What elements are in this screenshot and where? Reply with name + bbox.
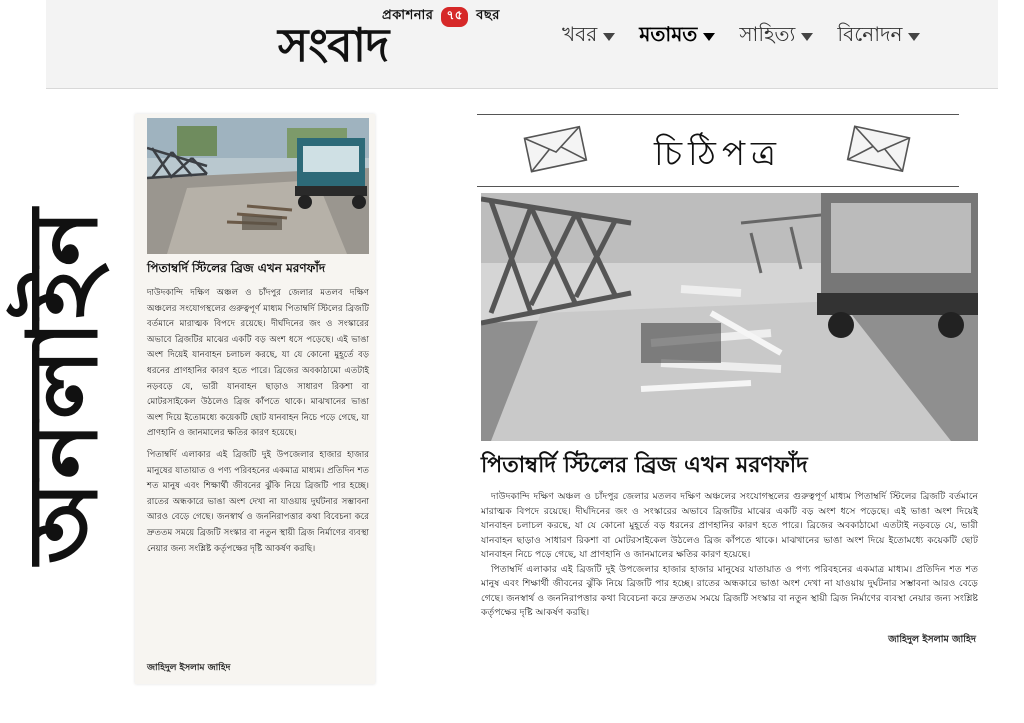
- nav-item-khobor[interactable]: [562, 20, 615, 53]
- clipping-body: [147, 286, 369, 563]
- chevron-down-icon: [603, 33, 615, 41]
- nav-item-motamot[interactable]: [639, 20, 715, 53]
- article-paragraph: পিতাম্বর্দি এলাকার এই ব্রিজটি দুই উপজেলার হাজার হাজার মানুষের যাতায়াত ও পণ্য পরিবহনের একমাত্র মাধ্যম। প্রতিদিন শত শত মানুষ এবং শিক্ষার্থী জীবনের ঝুঁকি নিয়ে ব্রিজটি পার হচ্ছে। রাতের অন্ধকারে ভাঙা অংশ দেখা না যাওয়ায় দুর্ঘটনার সম্ভাবনা আরও বেড়ে গেছে। জনস্বার্থ ও জননিরাপত্তার কথা বিবেচনা করে দ্রুততম সময়ে ব্রিজটি সংস্কার বা নতুন স্থায়ী ব্রিজ নির্মাণের ব্যবস্থা নেয়ার জন্য সংশ্লিষ্ট কর্তৃপক্ষের দৃষ্টি আকর্ষণ করছি।: [481, 563, 978, 618]
- article-headline: পিতাম্বর্দি স্টিলের ব্রিজ এখন মরণফাঁদ: [481, 453, 808, 478]
- nav-item-label: বিনোদন: [837, 22, 903, 46]
- section-header-chithipotro: [477, 114, 959, 184]
- clipping-paragraph: দাউদকান্দি দক্ষিণ অঞ্চল ও চাঁদপুর জেলার মতলব দক্ষিণ অঞ্চলের সংযোগস্থলের গুরুত্বপূর্ণ মাধ্যম পিতাম্বর্দি স্টিলের ব্রিজটি বর্তমানে মারাত্মক বিপদে রয়েছে। দীর্ঘদিনের জং ও সংস্কারের অভাবে ব্রিজটির মাঝের একটি বড় অংশ ধসে পড়েছে। এই ভাঙা অংশ দিয়েই যানবাহন চলাচল করছে, যা যে কোনো মুহূর্তে বড় ধরনের প্রাণহানির কারণ হতে পারে। ব্রিজের অবকাঠামো এতটাই নড়বড়ে যে, ভারী যানবাহন ছাড়াও সাধারণ রিকশা বা মোটরসাইকেল উঠলেও ব্রিজ কাঁপতে থাকে। মাঝখানের ভাঙা অংশ দিয়ে ইতোমধ্যে কয়েকটি ছোট যানবাহন নিচে পড়ে গেছে, যা প্রাণহানি ও জানমালের ক্ষতির কারণ হয়েছে।: [147, 288, 369, 439]
- chevron-down-icon: [801, 33, 813, 41]
- nav-item-label: সাহিত্য: [739, 22, 796, 46]
- site-logo[interactable]: সংবাদ: [278, 18, 389, 72]
- logo-tagline: প্রকাশনার ৭৫ বছর: [382, 6, 500, 27]
- online-clipping: [135, 114, 375, 684]
- article-body: [481, 490, 978, 621]
- side-title-text: অনলাইন: [7, 206, 120, 564]
- bridge-photo-large: [481, 193, 978, 441]
- nav-item-label: মতামত: [639, 22, 698, 46]
- clipping-paragraph: পিতাম্বর্দি এলাকার এই ব্রিজটি দুই উপজেলার হাজার হাজার মানুষের যাতায়াত ও পণ্য পরিবহনের একমাত্র মাধ্যম। প্রতিদিন শত শত মানুষ এবং শিক্ষার্থী জীবনের ঝুঁকি নিয়ে ব্রিজটি পার হচ্ছে। রাতের অন্ধকারে ভাঙা অংশ দেখা না যাওয়ায় দুর্ঘটনার সম্ভাবনা আরও বেড়ে গেছে। জনস্বার্থ ও জননিরাপত্তার কথা বিবেচনা করে দ্রুততম সময়ে ব্রিজটি সংস্কার বা নতুন স্থায়ী ব্রিজ নির্মাণের ব্যবস্থা নেয়ার জন্য সংশ্লিষ্ট কর্তৃপক্ষের দৃষ্টি আকর্ষণ করছি।: [147, 449, 369, 554]
- nav-item-sahitya[interactable]: [739, 20, 813, 53]
- nav-item-binodon[interactable]: [837, 20, 920, 53]
- clipping-headline: পিতাম্বর্দি স্টিলের ব্রিজ এখন মরণফাঁদ: [147, 261, 326, 275]
- clipping-author: জাহিদুল ইসলাম জাহিদ: [147, 663, 231, 673]
- article-paragraph: দাউদকান্দি দক্ষিণ অঞ্চল ও চাঁদপুর জেলার মতলব দক্ষিণ অঞ্চলের সংযোগস্থলের গুরুত্বপূর্ণ মাধ্যম পিতাম্বর্দি স্টিলের ব্রিজটি বর্তমানে মারাত্মক বিপদে রয়েছে। দীর্ঘদিনের জং ও সংস্কারের অভাবে ব্রিজটির মাঝের একটি বড় অংশ ধসে পড়েছে। এই ভাঙা অংশ দিয়েই যানবাহন চলাচল করছে, যা যে কোনো মুহূর্তে বড় ধরনের প্রাণহানির কারণ হতে পারে। ব্রিজের অবকাঠামো এতটাই নড়বড়ে যে, ভারী যানবাহন ছাড়াও সাধারণ রিকশা বা মোটরসাইকেল উঠলেও ব্রিজ কাঁপতে থাকে। মাঝখানের ভাঙা অংশ দিয়ে ইতোমধ্যে কয়েকটি ছোট যানবাহন নিচে পড়ে গেছে, যা প্রাণহানি ও জানমালের ক্ষতির কারণ হয়েছে।: [481, 491, 978, 560]
- anniversary-badge: ৭৫: [441, 7, 468, 27]
- article-author: জাহিদুল ইসলাম জাহিদ: [888, 634, 976, 645]
- chevron-down-icon: [703, 33, 715, 41]
- main-nav: [562, 20, 920, 53]
- chevron-down-icon: [908, 33, 920, 41]
- nav-item-label: খবর: [562, 22, 598, 46]
- bridge-photo-small: [147, 118, 369, 254]
- side-vertical-title: [8, 120, 132, 650]
- section-bottom-rule: [477, 186, 959, 187]
- site-header: [46, 0, 998, 89]
- section-title: চিঠিপত্র: [653, 134, 783, 174]
- envelope-icon: [845, 120, 915, 174]
